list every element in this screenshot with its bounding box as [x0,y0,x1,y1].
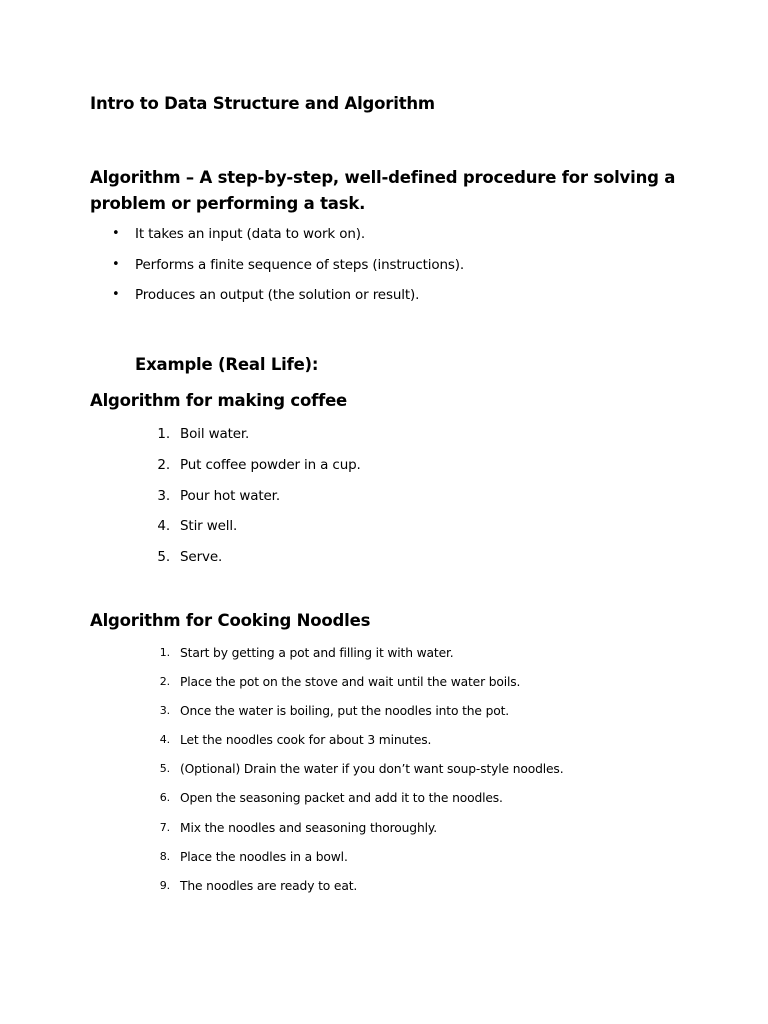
step-text: (Optional) Drain the water if you don’t want soup-style noodles. [180,762,564,777]
example-heading: Example (Real Life): [135,355,319,374]
step-number: 3. [157,487,170,504]
list-item [150,646,563,675]
algorithm-definition: Algorithm – A step-by-step, well-defined procedure for solving a problem or performing a task. [90,168,676,213]
bullet-marker: • [112,226,120,241]
step-text: Let the noodles cook for about 3 minutes. [180,733,432,748]
step-number: 5. [159,762,170,776]
step-number: 7. [159,820,170,834]
list-item [150,704,563,733]
list-item [150,850,563,879]
list-item [150,426,361,457]
list-item [150,675,563,704]
coffee-steps-list [150,426,361,580]
list-item-text: Performs a finite sequence of steps (instructions). [135,256,464,273]
step-number: 5. [157,549,170,566]
step-number: 2. [157,456,170,473]
bullet-marker: • [112,256,120,272]
step-number: 1. [157,426,170,442]
list-item [112,287,464,318]
step-number: 8. [159,849,170,863]
step-number: 6. [159,791,170,805]
step-number: 9. [159,878,170,892]
list-item [112,257,464,288]
noodles-steps-list [150,646,563,908]
step-text: Once the water is boiling, put the noodles into the pot. [180,704,510,719]
list-item [150,762,563,791]
step-text: Serve. [180,549,223,566]
list-item [150,733,563,762]
step-text: Place the noodles in a bowl. [180,849,348,864]
step-text: Boil water. [180,426,250,442]
step-text: Stir well. [180,518,238,535]
list-item [150,879,563,908]
list-item [150,488,361,519]
list-item [150,821,563,850]
step-number: 2. [159,675,170,689]
step-text: Open the seasoning packet and add it to the noodles. [180,791,503,806]
step-number: 4. [159,733,170,747]
noodles-heading: Algorithm for Cooking Noodles [90,611,371,630]
step-text: Put coffee powder in a cup. [180,456,361,473]
step-text: Pour hot water. [180,487,280,504]
step-text: Mix the noodles and seasoning thoroughly. [180,820,437,835]
coffee-heading: Algorithm for making coffee [90,391,348,410]
step-text: The noodles are ready to eat. [180,878,358,893]
list-item [112,226,464,257]
step-text: Start by getting a pot and filling it with water. [180,646,454,660]
bullet-marker: • [112,287,120,302]
step-text: Place the pot on the stove and wait until the water boils. [180,675,521,690]
list-item-text: It takes an input (data to work on). [135,226,365,242]
document-title: Intro to Data Structure and Algorithm [90,94,435,113]
step-number: 1. [159,646,170,659]
list-item [150,791,563,820]
list-item [150,549,361,580]
step-number: 4. [157,518,170,535]
properties-list [112,226,464,318]
list-item [150,518,361,549]
step-number: 3. [159,704,170,718]
list-item-text: Produces an output (the solution or result). [135,287,420,303]
list-item [150,457,361,488]
